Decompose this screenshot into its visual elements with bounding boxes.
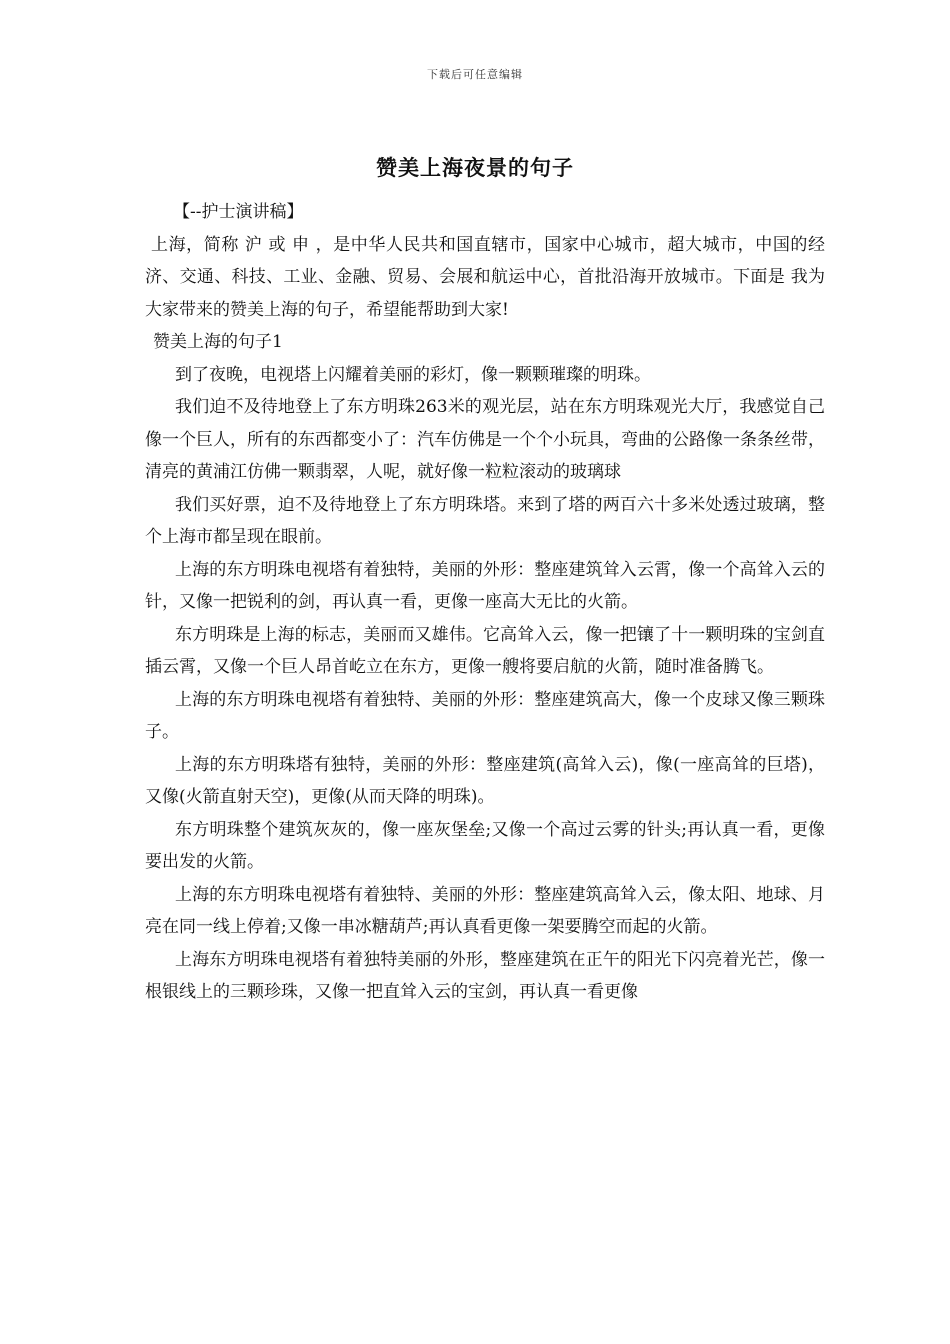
header-note: 下载后可任意编辑	[427, 68, 523, 81]
paragraph: 东方明珠是上海的标志，美丽而又雄伟。它高耸入云，像一把镶了十一颗明珠的宝剑直插云霄，又像一个巨人昂首屹立在东方，更像一艘将要启航的火箭，随时准备腾飞。	[145, 624, 825, 677]
paragraph: 上海的东方明珠电视塔有着独特，美丽的外形：整座建筑耸入云霄，像一个高耸入云的针，又像一把锐利的剑，再认真一看，更像一座高大无比的火箭。	[145, 559, 825, 612]
document-body	[145, 196, 825, 1009]
document-title: 赞美上海夜景的句子	[376, 155, 574, 180]
section-title: 赞美上海的句子1	[153, 332, 283, 352]
paragraph: 上海的东方明珠电视塔有着独特、美丽的外形：整座建筑高耸入云，像太阳、地球、月亮在同一线上停着;又像一串冰糖葫芦;再认真看更像一架要腾空而起的火箭。	[145, 884, 825, 937]
paragraph: 上海东方明珠电视塔有着独特美丽的外形，整座建筑在正午的阳光下闪亮着光芒，像一根银线上的三颗珍珠，又像一把直耸入云的宝剑，再认真一看更像	[145, 949, 825, 1002]
paragraph: 到了夜晚，电视塔上闪耀着美丽的彩灯，像一颗颗璀璨的明珠。	[175, 364, 651, 385]
paragraph: 上海的东方明珠电视塔有着独特、美丽的外形：整座建筑高大，像一个皮球又像三颗珠子。	[145, 689, 825, 742]
paragraph: 我们买好票，迫不及待地登上了东方明珠塔。来到了塔的两百六十多米处透过玻璃，整个上海市都呈现在眼前。	[145, 494, 825, 547]
intro-paragraph: 上海，简称 沪 或 申 ，是中华人民共和国直辖市，国家中心城市，超大城市，中国的经济、交通、科技、工业、金融、贸易、会展和航运中心，首批沿海开放城市。下面是 我为大家带来的赞美上海的句子，希望能帮助到大家!	[145, 234, 825, 320]
document-subtitle: 【--护士演讲稿】	[173, 202, 304, 222]
paragraph: 我们迫不及待地登上了东方明珠263米的观光层，站在东方明珠观光大厅，我感觉自己像一个巨人，所有的东西都变小了：汽车仿佛是一个个小玩具，弯曲的公路像一条条丝带，清亮的黄浦江仿佛一颗翡翠，人呢，就好像一粒粒滚动的玻璃球	[145, 397, 825, 482]
paragraph: 东方明珠整个建筑灰灰的，像一座灰堡垒;又像一个高过云雾的针头;再认真一看，更像要出发的火箭。	[145, 819, 825, 872]
paragraph: 上海的东方明珠塔有独特，美丽的外形：整座建筑(高耸入云)，像(一座高耸的巨塔)，又像(火箭直射天空)，更像(从而天降的明珠)。	[145, 754, 825, 807]
